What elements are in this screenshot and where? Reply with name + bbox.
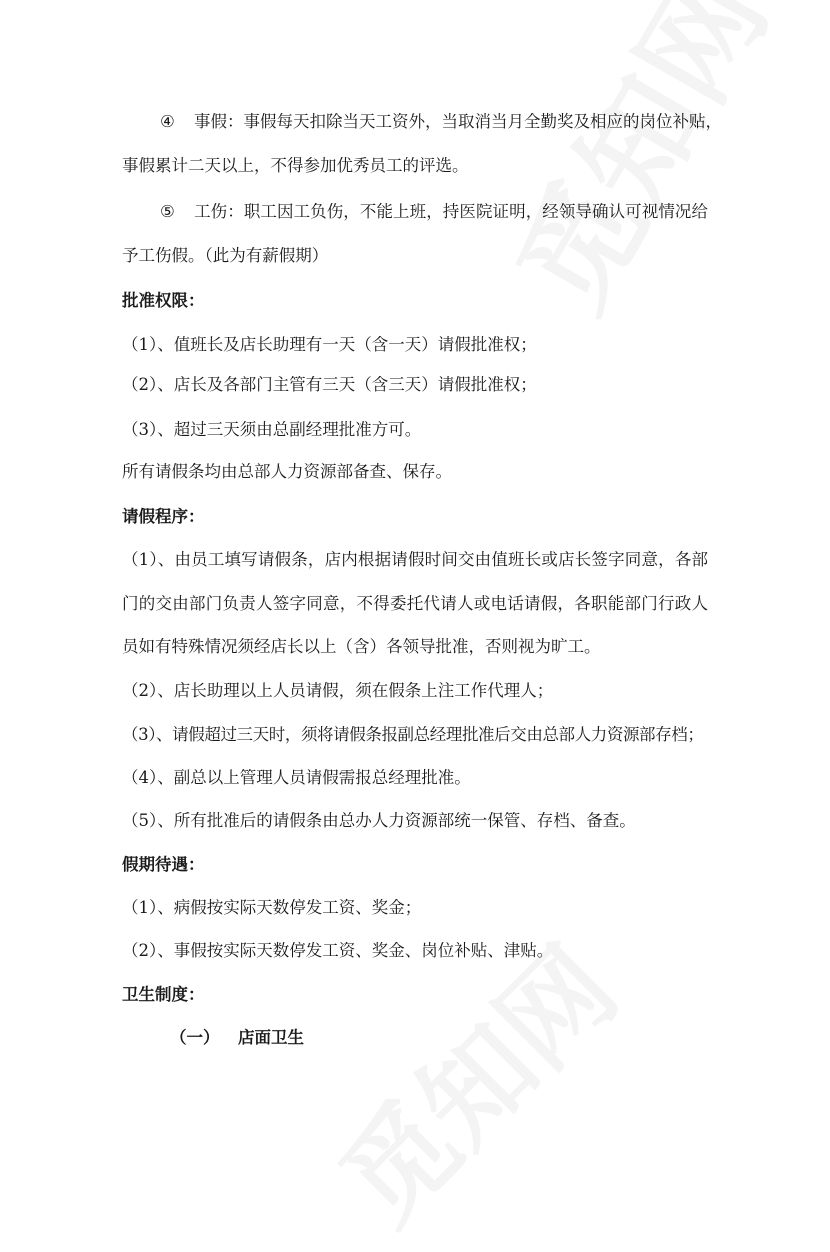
item-4-line-1 [160, 111, 722, 133]
procedure-item-4: （4）、副总以上管理人员请假需报总经理批准。 [122, 768, 471, 787]
item-5-text: 工伤：职工因工负伤，不能上班，持医院证明，经领导确认可视情况给 [194, 202, 708, 221]
item-5-line-2: 予工伤假。（此为有薪假期） [122, 246, 329, 265]
treatment-heading: 假期待遇： [122, 855, 205, 874]
item-5-line-1 [160, 201, 708, 223]
circled-5-marker: ⑤ [160, 202, 175, 221]
approval-item: （2）、店长及各部门主管有三天（含三天）请假批准权； [122, 375, 537, 394]
item-4-text: 事假：事假每天扣除当天工资外，当取消当月全勤奖及相应的岗位补贴， [194, 112, 722, 131]
treatment-item: （2）、事假按实际天数停发工资、奖金、岗位补贴、津贴。 [122, 941, 554, 960]
item-4-line-2: 事假累计二天以上，不得参加优秀员工的评选。 [122, 156, 469, 175]
approval-note: 所有请假条均由总部人力资源部备查、保存。 [122, 462, 452, 481]
procedure-item-1-line-1: （1）、由员工填写请假条，店内根据请假时间交由值班长或店长签字同意，各部 [122, 550, 708, 569]
treatment-item: （1）、病假按实际天数停发工资、奖金； [122, 898, 422, 917]
procedure-item-1-line-2: 门的交由部门负责人签字同意，不得委托代请人或电话请假，各职能部门行政人 [122, 594, 708, 613]
hygiene-sub-title: 店面卫生 [238, 1028, 304, 1047]
approval-item: （3）、超过三天须由总副经理批准方可。 [122, 420, 422, 439]
hygiene-sub-marker: （一） [170, 1028, 220, 1047]
procedure-heading: 请假程序： [122, 507, 205, 526]
circled-4-marker: ④ [160, 112, 175, 131]
approval-heading: 批准权限： [122, 291, 205, 310]
hygiene-heading: 卫生制度： [122, 985, 205, 1004]
procedure-item-1-line-3: 员如有特殊情况须经店长以上（含）各领导批准，否则视为旷工。 [122, 637, 601, 656]
procedure-item-2: （2）、店长助理以上人员请假，须在假条上注工作代理人； [122, 681, 554, 700]
procedure-item-3: （3）、请假超过三天时，须将请假条报副总经理批准后交由总部人力资源部存档； [122, 725, 704, 744]
procedure-item-5: （5）、所有批准后的请假条由总办人力资源部统一保管、存档、备查。 [122, 811, 636, 830]
approval-item: （1）、值班长及店长助理有一天（含一天）请假批准权； [122, 335, 537, 354]
